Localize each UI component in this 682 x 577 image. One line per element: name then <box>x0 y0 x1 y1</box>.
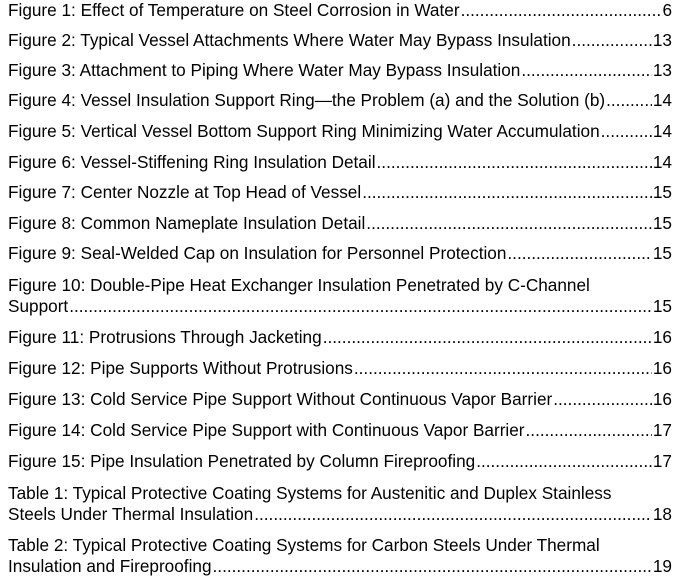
toc-entry-title: Figure 1: Effect of Temperature on Steel Corrosion in Water <box>8 0 460 20</box>
toc-entry-title-line-2: Insulation and Fireproofing <box>8 556 212 576</box>
toc-entry-figure-11[interactable] <box>8 327 672 348</box>
toc-entry-title: Figure 15: Pipe Insulation Penetrated by Column Fireproofing <box>8 451 476 471</box>
toc-entry-figure-7[interactable] <box>8 182 672 203</box>
dot-leader <box>526 420 652 441</box>
toc-entry-figure-3[interactable] <box>8 60 672 81</box>
toc-entry-page: 14 <box>652 90 672 110</box>
dot-leader <box>362 182 652 203</box>
dot-leader <box>572 30 652 51</box>
dot-leader <box>601 121 652 142</box>
dot-leader <box>366 213 652 234</box>
toc-entry-figure-15[interactable] <box>8 451 672 472</box>
toc-entry-figure-5[interactable] <box>8 121 672 142</box>
toc-entry-page: 17 <box>652 451 672 471</box>
dot-leader <box>606 90 652 111</box>
dot-leader <box>323 327 652 348</box>
dot-leader <box>461 0 662 21</box>
toc-entry-title-line-2: Steels Under Thermal Insulation <box>8 504 254 524</box>
dot-leader <box>354 358 652 379</box>
toc-entry-figure-6[interactable] <box>8 152 672 173</box>
toc-entry-figure-8[interactable] <box>8 213 672 234</box>
toc-entry-page: 6 <box>662 0 672 20</box>
dot-leader <box>507 243 651 264</box>
toc-entry-title: Figure 8: Common Nameplate Insulation Detail <box>8 213 366 233</box>
toc-entry-title: Figure 12: Pipe Supports Without Protrusions <box>8 358 353 378</box>
dot-leader <box>521 60 652 81</box>
toc-entry-figure-13[interactable] <box>8 389 672 410</box>
toc-entry-title: Figure 13: Cold Service Pipe Support Without Continuous Vapor Barrier <box>8 389 553 409</box>
toc-entry-page: 16 <box>652 389 672 409</box>
toc-entry-title-line-1: Table 2: Typical Protective Coating Systems for Carbon Steels Under Thermal <box>8 535 600 555</box>
toc-entry-figure-14[interactable] <box>8 420 672 441</box>
toc-entry-page: 13 <box>652 60 672 80</box>
toc-entry-page: 16 <box>652 358 672 378</box>
toc-entry-title: Figure 3: Attachment to Piping Where Water May Bypass Insulation <box>8 60 521 80</box>
toc-entry-page: 13 <box>652 30 672 50</box>
toc-entry-title: Figure 11: Protrusions Through Jacketing <box>8 327 322 347</box>
toc-entry-page: 15 <box>652 296 672 316</box>
toc-entry-title: Figure 2: Typical Vessel Attachments Where Water May Bypass Insulation <box>8 30 571 50</box>
toc-entry-title: Figure 7: Center Nozzle at Top Head of Vessel <box>8 182 362 202</box>
toc-entry-page: 17 <box>652 420 672 440</box>
toc-entry-title-line-2: Support <box>8 296 69 316</box>
toc-entry-title-line-1: Figure 10: Double-Pipe Heat Exchanger Insulation Penetrated by C-Channel <box>8 275 590 295</box>
toc-entry-page: 15 <box>652 243 672 263</box>
toc-entry-title: Figure 4: Vessel Insulation Support Ring—the Problem (a) and the Solution (b) <box>8 90 606 110</box>
toc-entry-page: 14 <box>652 121 672 141</box>
toc-entry-title: Figure 14: Cold Service Pipe Support with Continuous Vapor Barrier <box>8 420 525 440</box>
toc-entry-figure-10[interactable] <box>8 275 672 317</box>
toc-entry-page: 14 <box>652 152 672 172</box>
dot-leader <box>553 389 652 410</box>
dot-leader <box>476 451 652 472</box>
toc-entry-table-2[interactable] <box>8 535 672 577</box>
dot-leader <box>377 152 652 173</box>
toc-entry-table-1[interactable] <box>8 483 672 525</box>
toc-entry-figure-9[interactable] <box>8 243 672 264</box>
toc-entry-page: 16 <box>652 327 672 347</box>
dot-leader <box>254 504 652 525</box>
toc-entry-figure-1[interactable] <box>8 0 672 21</box>
toc-entry-figure-4[interactable] <box>8 90 672 111</box>
toc-entry-page: 18 <box>652 504 672 524</box>
dot-leader <box>213 556 652 577</box>
toc-entry-page: 19 <box>652 556 672 576</box>
toc-entry-title: Figure 6: Vessel-Stiffening Ring Insulation Detail <box>8 152 376 172</box>
dot-leader <box>69 296 652 317</box>
toc-entry-figure-12[interactable] <box>8 358 672 379</box>
toc-entry-figure-2[interactable] <box>8 30 672 51</box>
toc-entry-page: 15 <box>652 213 672 233</box>
toc-entry-title: Figure 9: Seal-Welded Cap on Insulation for Personnel Protection <box>8 243 507 263</box>
toc-entry-title-line-1: Table 1: Typical Protective Coating Systems for Austenitic and Duplex Stainless <box>8 483 612 503</box>
toc-entry-title: Figure 5: Vertical Vessel Bottom Support Ring Minimizing Water Accumulation <box>8 121 600 141</box>
toc-entry-page: 15 <box>652 182 672 202</box>
